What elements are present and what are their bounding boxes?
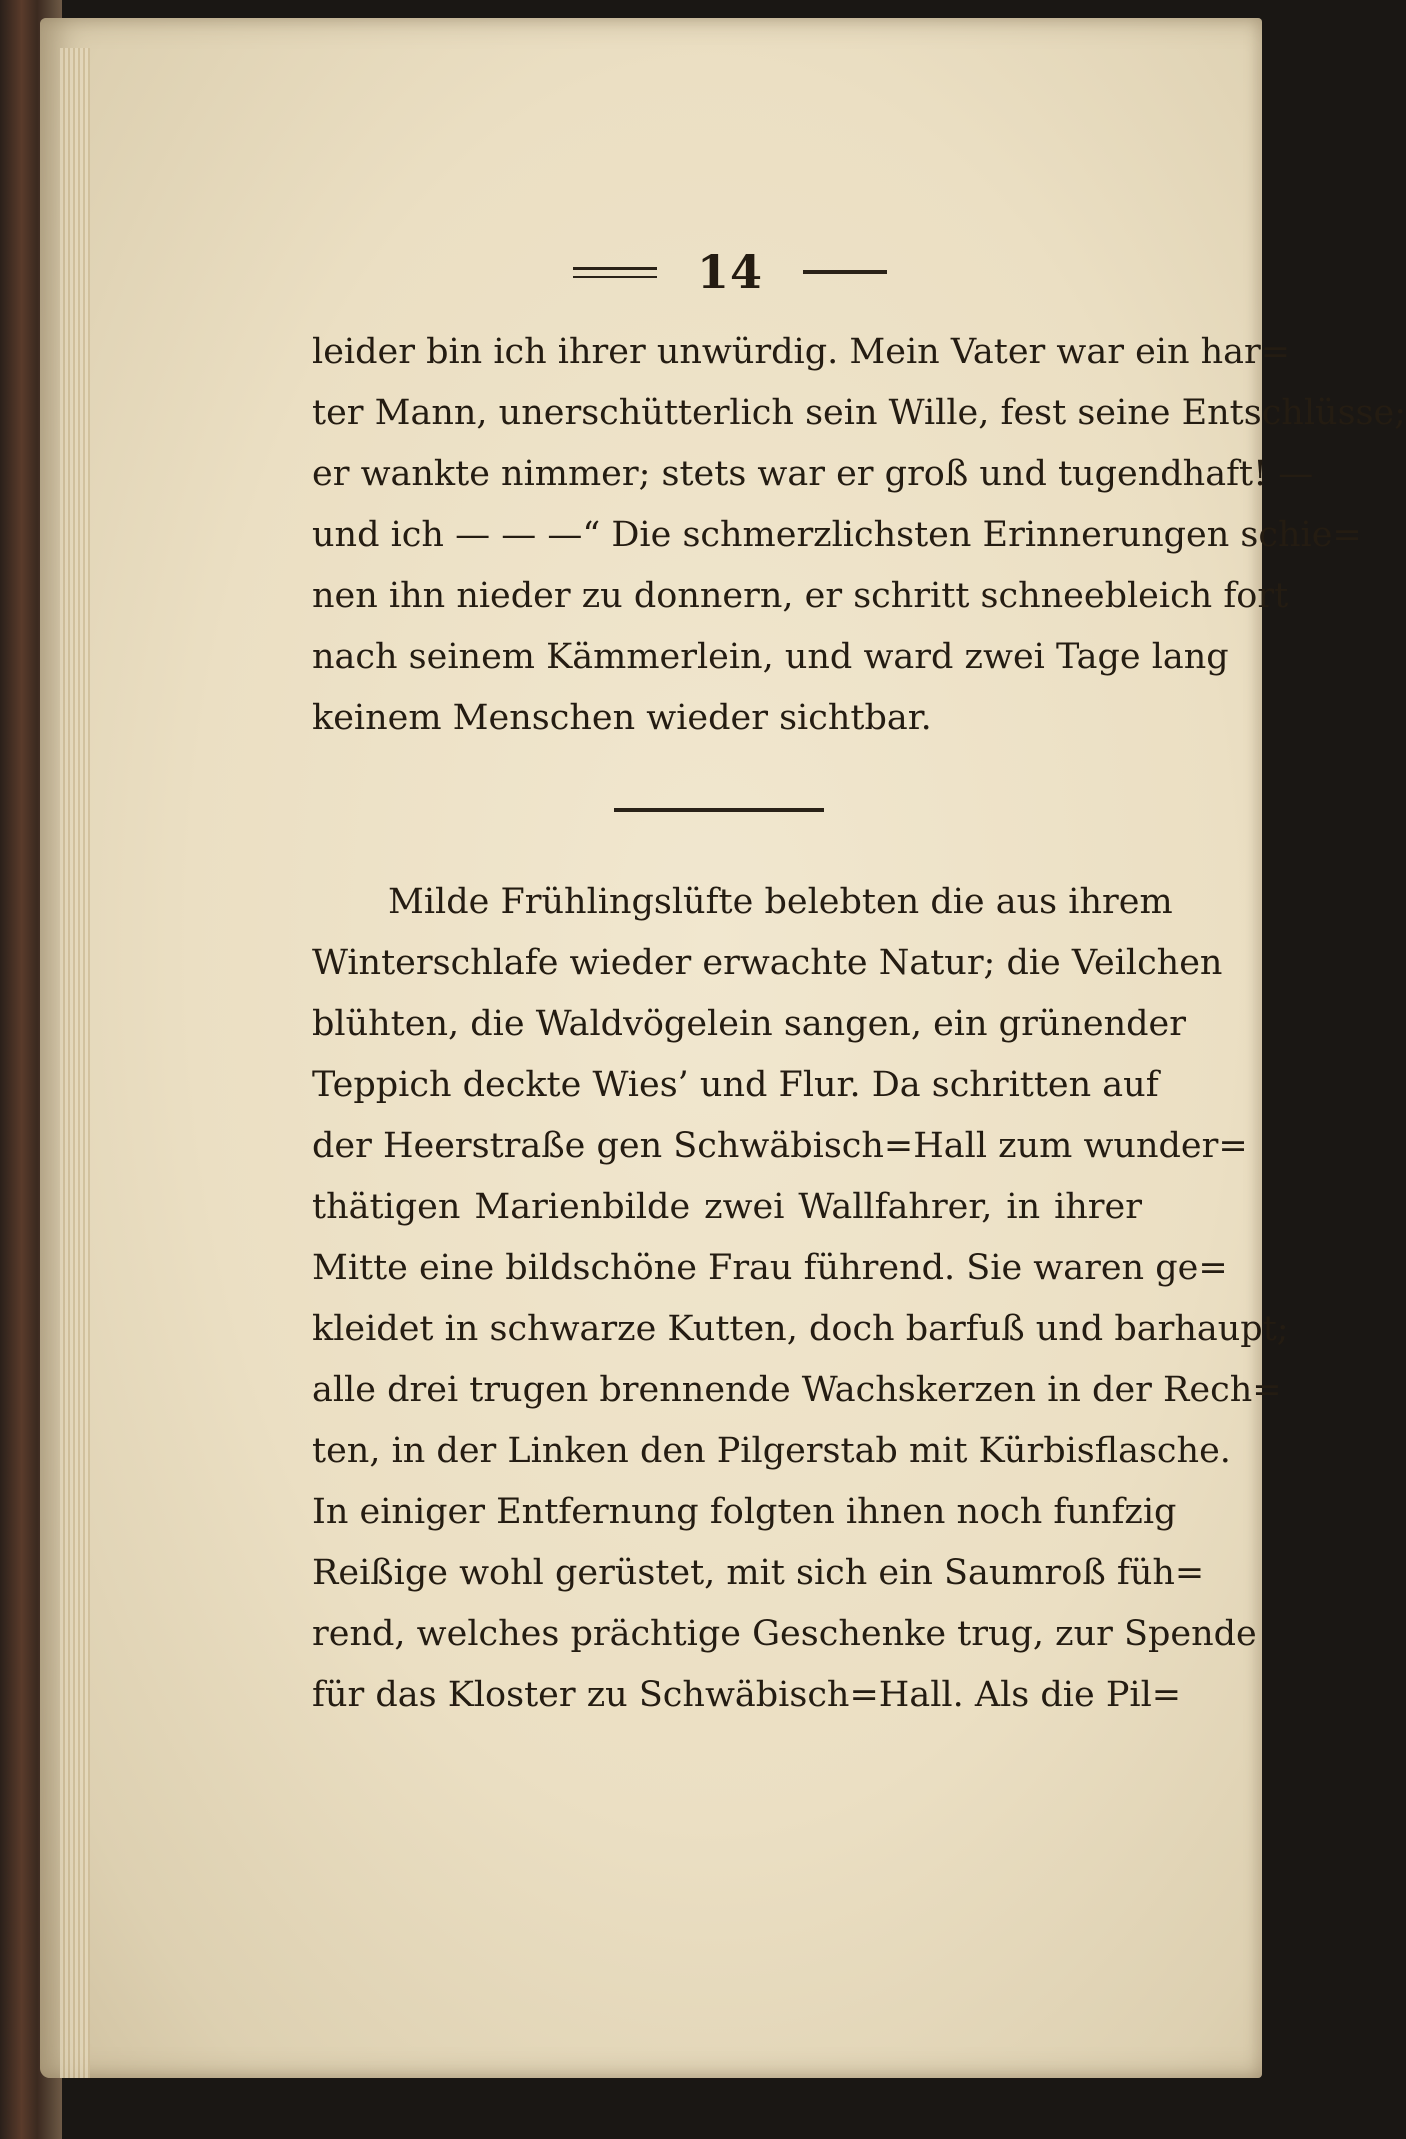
- text-line: blühten, die Waldvögelein sangen, ein grünender: [312, 1004, 1186, 1044]
- header-rule-left: [573, 267, 657, 278]
- text-line: Mitte eine bildschöne Frau führend. Sie waren ge=: [312, 1248, 1228, 1288]
- text-line: Reißige wohl gerüstet, mit sich ein Saumroß füh=: [312, 1553, 1205, 1593]
- text-line: ter Mann, unerschütterlich sein Wille, fest seine Entschlüsse;: [312, 393, 1406, 433]
- text-line: er wankte nimmer; stets war er groß und tugendhaft! —: [312, 454, 1314, 494]
- text-line: der Heerstraße gen Schwäbisch=Hall zum wunder=: [312, 1126, 1248, 1166]
- text-line: für das Kloster zu Schwäbisch=Hall. Als die Pil=: [312, 1675, 1182, 1715]
- text-line: In einiger Entfernung folgten ihnen noch funfzig: [312, 1492, 1177, 1532]
- text-line: nen ihn nieder zu donnern, er schritt schneebleich fort: [312, 576, 1289, 616]
- paragraph-1: [312, 322, 1406, 749]
- text-line: kleidet in schwarze Kutten, doch barfuß und barhaupt;: [312, 1309, 1289, 1349]
- paragraph-2: [312, 872, 1289, 1726]
- text-line: Teppich deckte Wies’ und Flur. Da schritten auf: [312, 1065, 1159, 1105]
- text-line: ten, in der Linken den Pilgerstab mit Kürbisflasche.: [312, 1431, 1231, 1471]
- text-line: Winterschlafe wieder erwachte Natur; die Veilchen: [312, 943, 1223, 983]
- page-header: [560, 242, 900, 302]
- page-edges: [60, 48, 90, 2078]
- section-separator: [614, 808, 824, 812]
- text-line: und ich — — —“ Die schmerzlichsten Erinnerungen schie=: [312, 515, 1362, 555]
- page-number: 14: [696, 245, 763, 299]
- text-line: rend, welches prächtige Geschenke trug, zur Spende: [312, 1614, 1257, 1654]
- text-line: keinem Menschen wieder sichtbar.: [312, 698, 932, 738]
- text-line: Milde Frühlingslüfte belebten die aus ihrem: [388, 882, 1173, 922]
- text-line: nach seinem Kämmerlein, und ward zwei Tage lang: [312, 637, 1229, 677]
- text-line: alle drei trugen brennende Wachskerzen in der Rech=: [312, 1370, 1282, 1410]
- text-line: leider bin ich ihrer unwürdig. Mein Vater war ein har=: [312, 332, 1291, 372]
- header-rule-right: [803, 270, 887, 274]
- text-line: thätigen Marienbilde zwei Wallfahrer, in ihrer: [312, 1187, 1142, 1227]
